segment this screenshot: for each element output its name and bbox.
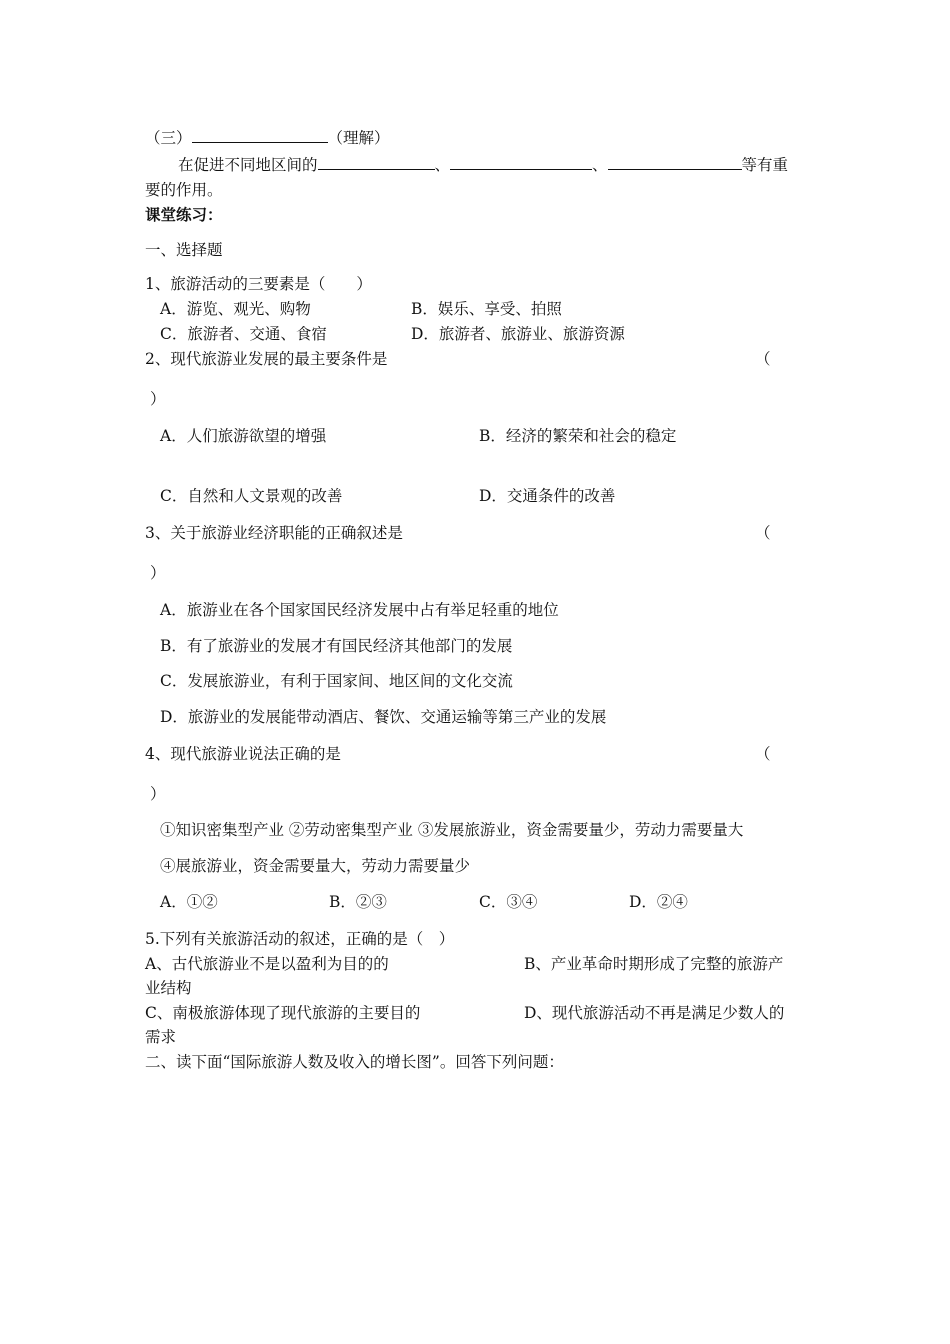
sentence-end: 等有重 (741, 156, 789, 174)
q2-option-a[interactable]: A．人们旅游欲望的增强 (160, 427, 327, 445)
q4-option-d[interactable]: D．②④ (629, 893, 688, 911)
q4-statement-line-1: ①知识密集型产业 ②劳动密集型产业 ③发展旅游业，资金需要量少，劳动力需要量大 (160, 821, 744, 839)
q5-option-d-cont: 需求 (145, 1028, 177, 1046)
section3-prefix: （三） (145, 129, 192, 147)
blank-field-2[interactable] (318, 154, 435, 170)
q4-close-paren: ） (150, 785, 166, 803)
q5-option-b[interactable]: B、产业革命时期形成了完整的旅游产 (524, 955, 784, 973)
sentence-start: 在促进不同地区间的 (178, 156, 318, 174)
q2-option-b[interactable]: B．经济的繁荣和社会的稳定 (479, 427, 677, 445)
q4-statement-line-2: ④展旅游业，资金需要量大，劳动力需要量少 (160, 857, 471, 875)
practice-heading: 课堂练习： (145, 206, 223, 224)
q3-option-b[interactable]: B．有了旅游业的发展才有国民经济其他部门的发展 (160, 637, 513, 655)
part2-heading: 二、读下面“国际旅游人数及收入的增长图”。回答下列问题： (145, 1053, 564, 1071)
q4-option-a[interactable]: A．①② (160, 893, 218, 911)
q5-option-a[interactable]: A、古代旅游业不是以盈利为目的的 (145, 955, 389, 973)
q2-stem: 2、现代旅游业发展的最主要条件是 (145, 350, 388, 368)
q3-option-c[interactable]: C．发展旅游业，有利于国家间、地区间的文化交流 (160, 672, 513, 690)
separator: 、 (592, 156, 608, 174)
blank-field-4[interactable] (608, 154, 742, 170)
section3-sentence (178, 154, 788, 175)
q5-option-c[interactable]: C、南极旅游体现了现代旅游的主要目的 (145, 1004, 421, 1022)
q4-open-paren: （ (755, 745, 771, 763)
q2-open-paren: （ (755, 350, 771, 368)
q2-option-c[interactable]: C．自然和人文景观的改善 (160, 487, 343, 505)
q1-stem: 1、旅游活动的三要素是（ ） (145, 275, 372, 293)
q4-stem: 4、现代旅游业说法正确的是 (145, 745, 341, 763)
q3-open-paren: （ (755, 524, 771, 542)
blank-field-1[interactable] (192, 127, 328, 143)
q1-option-a[interactable]: A．游览、观光、购物 (160, 300, 311, 318)
q1-option-d[interactable]: D．旅游者、旅游业、旅游资源 (411, 325, 625, 343)
separator: 、 (434, 156, 451, 174)
q5-option-d[interactable]: D、现代旅游活动不再是满足少数人的 (524, 1004, 785, 1022)
section3-title (145, 127, 390, 148)
q5-stem: 5.下列有关旅游活动的叙述，正确的是（ ） (145, 930, 455, 948)
q3-close-paren: ） (150, 564, 166, 582)
part1-heading: 一、选择题 (145, 241, 223, 259)
q4-option-c[interactable]: C．③④ (479, 893, 538, 911)
q3-stem: 3、关于旅游业经济职能的正确叙述是 (145, 524, 403, 542)
section3-suffix: （理解） (327, 129, 390, 147)
q4-option-b[interactable]: B．②③ (329, 893, 387, 911)
q5-option-b-cont: 业结构 (145, 979, 192, 997)
q1-option-b[interactable]: B．娱乐、享受、拍照 (411, 300, 562, 318)
blank-field-3[interactable] (450, 154, 592, 170)
q2-close-paren: ） (150, 390, 166, 408)
q2-option-d[interactable]: D．交通条件的改善 (479, 487, 616, 505)
section3-sentence-cont: 要的作用。 (145, 181, 223, 199)
q3-option-d[interactable]: D．旅游业的发展能带动酒店、餐饮、交通运输等第三产业的发展 (160, 708, 607, 726)
q3-option-a[interactable]: A．旅游业在各个国家国民经济发展中占有举足轻重的地位 (160, 601, 559, 619)
q1-option-c[interactable]: C．旅游者、交通、食宿 (160, 325, 327, 343)
